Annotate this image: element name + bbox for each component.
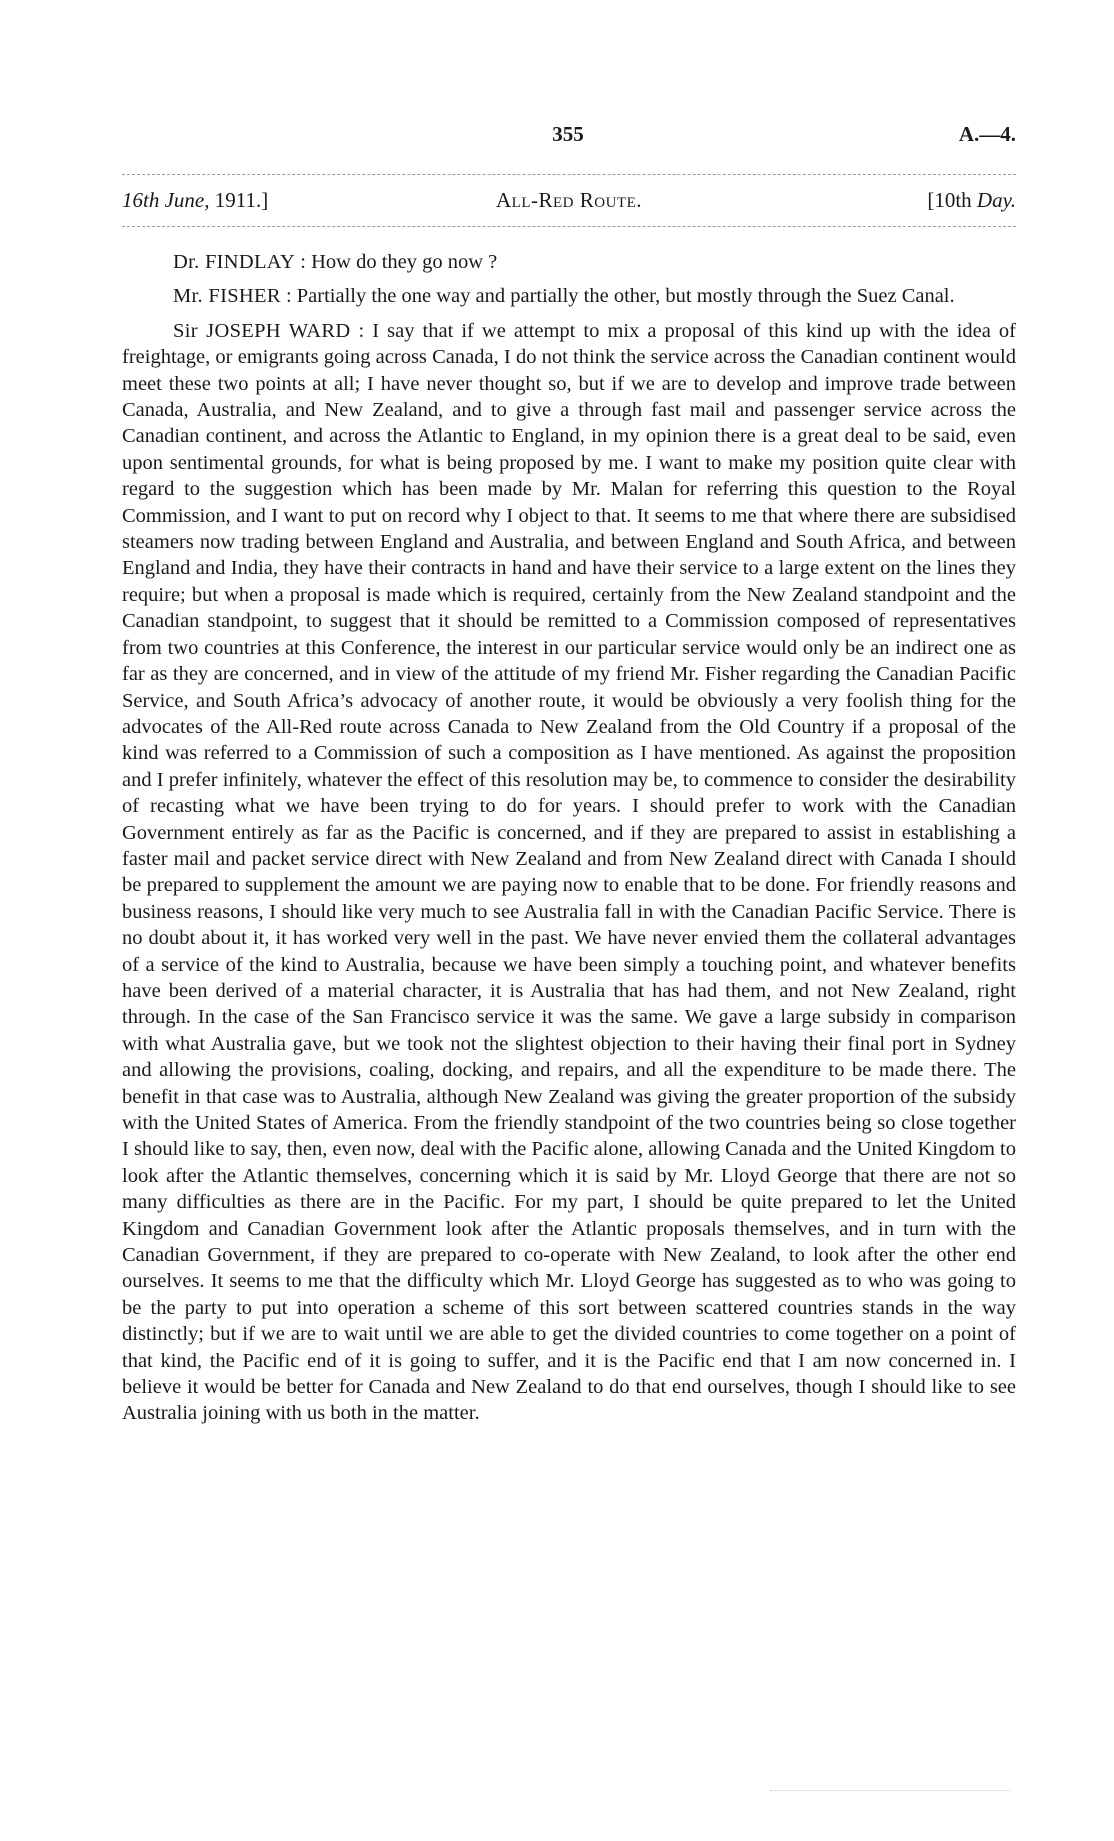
speaker-name: Dr. FINDLAY — [173, 251, 296, 273]
paragraph-findlay — [122, 249, 1016, 275]
paragraph-ward — [122, 318, 1016, 1427]
scan-specks — [770, 1790, 1010, 1795]
conference-day — [927, 188, 1016, 213]
paragraph-text: : Partially the one way and partially the other, but mostly through the Suez Canal. — [280, 285, 955, 308]
paragraph-text: : I say that if we attempt to mix a proposal of this kind up with the idea of freightage, or emigrants going across Canada, I do not think the service across the Canadian continent would meet these two points at all; I have never thought so, but if we are to develop and improve trade between Canada, Australia, and New Zealand, and to give a through fast mail and passenger service across the Canadian continent, and across the Atlantic to England, in my opinion there is a great deal to be said, even upon sentimental grounds, for what is being proposed by me. I want to make my position quite clear with regard to the suggestion which has been made by Mr. Malan for referring this question to the Royal Commission, and I want to put on record why I object to that. It seems to me that where there are subsidised steamers now trading between England and Australia, and between England and South Africa, and between England and India, they have their contracts in hand and have their service to a large extent on the lines they require; but when a proposal is made which is required, certainly from the New Zealand standpoint and the Canadian standpoint, to suggest that it should be remitted to a Commission composed of representatives from two countries at this Conference, the interest in our particular service would only be an indirect one as far as they are concerned, and in view of the attitude of my friend Mr. Fisher regarding the Canadian Pacific Service, and South Africa’s advocacy of another route, it would be obviously a very foolish thing for the advocates of the All-Red route across Canada to New Zealand from the Old Country if a proposal of the kind was referred to a Commission of such a composition as I have mentioned. As against the proposition and I prefer infinitely, whatever the effect of this resolution may be, to commence to consider the desirability of recasting what we have been trying to do for years. I should prefer to work with the Canadian Government entirely as far as the Pacific is concerned, and if they are prepared to assist in establishing a faster mail and packet service direct with New Zealand and from New Zealand direct with Canada I should be prepared to supplement the amount we are paying now to enable that to be done. For friendly reasons and business reasons, I should like very much to see Australia fall in with the Canadian Pacific Service. There is no doubt about it, it has worked very well in the past. We have never envied them the collateral advantages of a service of the kind to Australia, because we have been simply a touching point, and whatever benefits have been derived of a material character, it is Australia that has had them, and not New Zealand, right through. In the case of the San Francisco service it was the same. We gave a large subsidy in comparison with what Australia gave, but we took not the slightest objection to their having their final port in Sydney and allowing the provisions, coaling, docking, and repairs, and all the expenditure to be made there. The benefit in that case was to Australia, although New Zealand was giving the greater proportion of the subsidy with the United States of America. From the friendly standpoint of the two countries being so close together I should like to say, then, even now, deal with the Pacific alone, allowing Canada and the United Kingdom to look after the Atlantic themselves, concerning which it is said by Mr. Lloyd George that there are not so many difficulties as there are in the Pacific. For my part, I should be quite prepared to let the United Kingdom and Canadian Government look after the Atlantic proposals themselves, and in turn with the Canadian Government, if they are prepared to co-operate with New Zealand, to look after the other end ourselves. It seems to me that the difficulty which Mr. Lloyd George has suggested as to who was going to be the party to put into operation a scheme of this sort between scattered countries stands in the way distinctly; but if we are to wait until we are able to get the divided countries to come together on a point of that kind, the Pacific end of it is going to suffer, and it is the Pacific end that I am now concerned in. I believe it would be better for Canada and New Zealand to do that end ourselves, though I should like to see Australia joining with us both in the matter. — [122, 319, 1017, 1425]
header-rule-bottom — [122, 226, 1016, 227]
page-number: 355 — [552, 122, 584, 146]
conference-day-number: [10th — [927, 188, 972, 212]
running-head — [122, 188, 1016, 220]
session-date-italic: 16th June — [122, 188, 205, 212]
body-text — [122, 249, 1016, 1435]
session-date-year: , 1911.] — [204, 188, 269, 212]
paragraph-text: : How do they go now ? — [295, 251, 498, 273]
header-rule-top — [122, 174, 1016, 175]
paragraph-fisher — [122, 283, 1016, 309]
speaker-name: Sir JOSEPH WARD — [173, 319, 351, 342]
section-title: All-Red Route. — [496, 188, 642, 212]
document-reference: A.—4. — [958, 122, 1016, 146]
speaker-name: Mr. FISHER — [173, 285, 281, 308]
conference-day-label: Day. — [971, 188, 1016, 212]
